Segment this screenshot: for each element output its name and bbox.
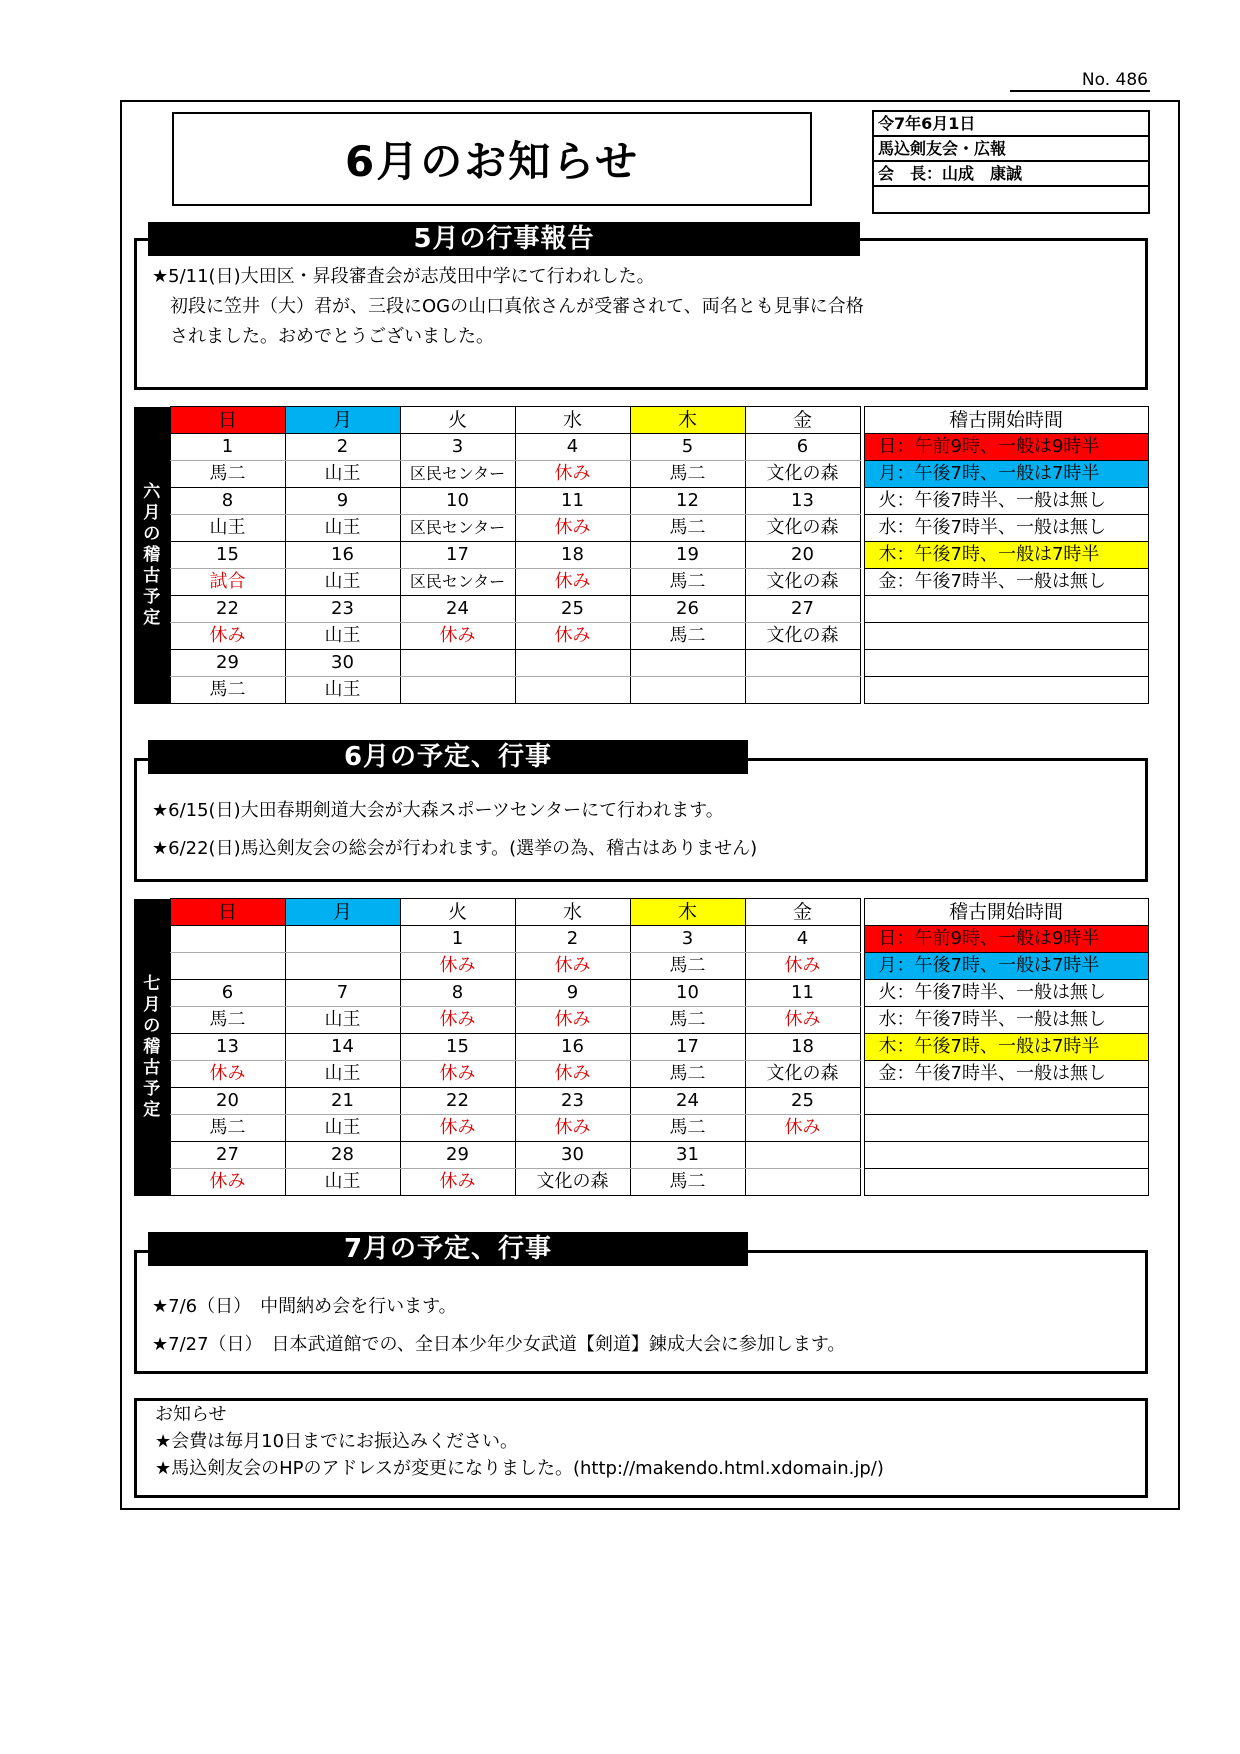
calendar-location: 休み (745, 1007, 860, 1034)
calendar-date: 1 (400, 926, 515, 953)
calendar-location: 休み (515, 1115, 630, 1142)
june-practice-calendar (134, 406, 1149, 704)
time-header: 稽古開始時間 (864, 407, 1148, 434)
day-header-sun: 日 (170, 407, 285, 434)
plan-line: ★7/27（日） 日本武道館での、全日本少年少女武道【剣道】錬成大会に参加します。 (152, 1334, 846, 1355)
may-report-body (152, 262, 864, 352)
chairman: 会 長：山成 康誠 (874, 162, 1148, 187)
calendar-date: 11 (745, 980, 860, 1007)
day-header-mon: 月 (285, 899, 400, 926)
calendar-date: 18 (515, 542, 630, 569)
calendar-location: 山王 (285, 623, 400, 650)
day-header-fri: 金 (745, 407, 860, 434)
calendar-location: 馬二 (630, 1007, 745, 1034)
calendar-location: 馬二 (630, 953, 745, 980)
day-header-mon: 月 (285, 407, 400, 434)
plan-line: ★7/6（日） 中間納め会を行います。 (152, 1296, 457, 1317)
issuer-org: 馬込剣友会・広報 (874, 137, 1148, 162)
calendar-date: 9 (515, 980, 630, 1007)
calendar-date (745, 1142, 860, 1169)
calendar-location: 休み (170, 1061, 285, 1088)
practice-time-blank (864, 1142, 1148, 1169)
calendar-date: 23 (285, 596, 400, 623)
calendar-date: 21 (285, 1088, 400, 1115)
calendar-location: 休み (515, 461, 630, 488)
calendar-date: 22 (400, 1088, 515, 1115)
calendar-location: 馬二 (170, 677, 285, 704)
day-header-tue: 火 (400, 407, 515, 434)
calendar-date: 6 (170, 980, 285, 1007)
practice-time: 月：午後7時、一般は7時半 (864, 461, 1148, 488)
calendar-date (745, 650, 860, 677)
practice-time-blank (864, 650, 1148, 677)
calendar-date: 8 (400, 980, 515, 1007)
calendar-date: 29 (170, 650, 285, 677)
calendar-date: 30 (285, 650, 400, 677)
practice-time-blank (864, 677, 1148, 704)
calendar-date: 25 (745, 1088, 860, 1115)
calendar-date: 15 (170, 542, 285, 569)
day-header-tue: 火 (400, 899, 515, 926)
calendar-date: 22 (170, 596, 285, 623)
calendar-date: 18 (745, 1034, 860, 1061)
calendar-location: 休み (170, 1169, 285, 1196)
calendar-location: 文化の森 (745, 1061, 860, 1088)
practice-time: 水：午後7時半、一般は無し (864, 515, 1148, 542)
practice-time-blank (864, 623, 1148, 650)
calendar-date: 13 (745, 488, 860, 515)
july-plan-body (152, 1288, 845, 1364)
calendar-location: 休み (515, 515, 630, 542)
calendar-date: 2 (285, 434, 400, 461)
calendar-location: 文化の森 (745, 461, 860, 488)
calendar-date (170, 926, 285, 953)
notice-line: ★馬込剣友会のHPのアドレスが変更になりました。(http://makendo.html.xdomain.jp/) (155, 1458, 884, 1479)
day-header-thu: 木 (630, 407, 745, 434)
calendar-location: 休み (745, 1115, 860, 1142)
practice-time-blank (864, 1169, 1148, 1196)
calendar-date: 27 (170, 1142, 285, 1169)
calendar-location: 馬二 (630, 1061, 745, 1088)
calendar-date: 14 (285, 1034, 400, 1061)
calendar-location (745, 677, 860, 704)
june-plan-heading: 6月の予定、行事 (148, 740, 748, 774)
practice-time: 木：午後7時、一般は7時半 (864, 542, 1148, 569)
june-calendar-side-label: 六月の稽古予定 (134, 407, 170, 704)
calendar-location: 文化の森 (515, 1169, 630, 1196)
report-line: 初段に笠井（大）君が、三段にOGの山口真依さんが受審されて、両名とも見事に合格 (152, 296, 864, 317)
calendar-location (515, 677, 630, 704)
calendar-date: 1 (170, 434, 285, 461)
calendar-location (285, 953, 400, 980)
calendar-location: 山王 (170, 515, 285, 542)
calendar-location: 休み (400, 1115, 515, 1142)
calendar-date: 28 (285, 1142, 400, 1169)
calendar-date: 3 (630, 926, 745, 953)
calendar-location: 休み (170, 623, 285, 650)
calendar-location: 休み (400, 1007, 515, 1034)
notice-body (155, 1401, 884, 1482)
calendar-date: 10 (630, 980, 745, 1007)
calendar-location: 馬二 (170, 1007, 285, 1034)
practice-time: 火：午後7時半、一般は無し (864, 980, 1148, 1007)
calendar-date: 13 (170, 1034, 285, 1061)
practice-time: 火：午後7時半、一般は無し (864, 488, 1148, 515)
day-header-fri: 金 (745, 899, 860, 926)
calendar-location: 区民センター (400, 569, 515, 596)
practice-time: 金：午後7時半、一般は無し (864, 569, 1148, 596)
calendar-location: 山王 (285, 1169, 400, 1196)
calendar-location: 休み (515, 623, 630, 650)
notice-line: ★会費は毎月10日までにお振込みください。 (155, 1431, 519, 1452)
calendar-date: 29 (400, 1142, 515, 1169)
calendar-date: 24 (630, 1088, 745, 1115)
calendar-date: 8 (170, 488, 285, 515)
calendar-location: 馬二 (630, 623, 745, 650)
calendar-date: 25 (515, 596, 630, 623)
calendar-date (285, 926, 400, 953)
calendar-date: 19 (630, 542, 745, 569)
document-number: No. 486 (1010, 70, 1150, 92)
calendar-location (400, 677, 515, 704)
info-blank-row (874, 187, 1148, 212)
calendar-location: 休み (515, 569, 630, 596)
day-header-wed: 水 (515, 407, 630, 434)
calendar-location: 区民センター (400, 515, 515, 542)
calendar-date: 4 (745, 926, 860, 953)
calendar-date: 30 (515, 1142, 630, 1169)
calendar-date: 27 (745, 596, 860, 623)
practice-time: 木：午後7時、一般は7時半 (864, 1034, 1148, 1061)
may-report-heading: 5月の行事報告 (148, 222, 860, 256)
day-header-sun: 日 (170, 899, 285, 926)
calendar-date: 5 (630, 434, 745, 461)
practice-time: 月：午後7時、一般は7時半 (864, 953, 1148, 980)
calendar-location: 休み (400, 953, 515, 980)
calendar-location: 山王 (285, 1007, 400, 1034)
calendar-date: 10 (400, 488, 515, 515)
calendar-location: 山王 (285, 569, 400, 596)
calendar-location: 文化の森 (745, 569, 860, 596)
calendar-date: 7 (285, 980, 400, 1007)
calendar-date: 31 (630, 1142, 745, 1169)
practice-time-blank (864, 596, 1148, 623)
calendar-location: 試合 (170, 569, 285, 596)
calendar-location: 山王 (285, 515, 400, 542)
calendar-location: 馬二 (630, 515, 745, 542)
notice-heading: お知らせ (155, 1404, 227, 1425)
practice-time: 金：午後7時半、一般は無し (864, 1061, 1148, 1088)
page-title: 6月のお知らせ (172, 112, 812, 206)
calendar-date: 3 (400, 434, 515, 461)
calendar-date: 16 (285, 542, 400, 569)
calendar-location: 休み (515, 1061, 630, 1088)
calendar-date: 16 (515, 1034, 630, 1061)
calendar-location: 山王 (285, 1061, 400, 1088)
calendar-location: 山王 (285, 677, 400, 704)
calendar-location: 山王 (285, 1115, 400, 1142)
calendar-date: 24 (400, 596, 515, 623)
practice-time-blank (864, 1115, 1148, 1142)
practice-time-blank (864, 1088, 1148, 1115)
calendar-date: 26 (630, 596, 745, 623)
calendar-location: 山王 (285, 461, 400, 488)
report-line: されました。おめでとうございました。 (152, 326, 494, 347)
practice-time: 水：午後7時半、一般は無し (864, 1007, 1148, 1034)
day-header-thu: 木 (630, 899, 745, 926)
calendar-date (630, 650, 745, 677)
issue-date: 令7年6月1日 (874, 112, 1148, 137)
calendar-location: 区民センター (400, 461, 515, 488)
calendar-location (630, 677, 745, 704)
calendar-date: 2 (515, 926, 630, 953)
calendar-date: 17 (630, 1034, 745, 1061)
calendar-location: 文化の森 (745, 515, 860, 542)
july-plan-heading: 7月の予定、行事 (148, 1232, 748, 1266)
calendar-date (515, 650, 630, 677)
issuer-info-box (872, 110, 1150, 214)
calendar-date: 20 (745, 542, 860, 569)
calendar-date: 12 (630, 488, 745, 515)
calendar-location: 休み (400, 1061, 515, 1088)
calendar-date (400, 650, 515, 677)
calendar-location (745, 1169, 860, 1196)
notice-box (134, 1398, 1148, 1498)
calendar-location: 文化の森 (745, 623, 860, 650)
calendar-date: 4 (515, 434, 630, 461)
calendar-location: 休み (400, 623, 515, 650)
plan-line: ★6/22(日)馬込剣友会の総会が行われます。(選挙の為、稽古はありません) (152, 838, 758, 859)
calendar-date: 6 (745, 434, 860, 461)
time-header: 稽古開始時間 (864, 899, 1148, 926)
practice-time: 日：午前9時、一般は9時半 (864, 434, 1148, 461)
calendar-date: 17 (400, 542, 515, 569)
calendar-location: 馬二 (630, 1115, 745, 1142)
calendar-date: 20 (170, 1088, 285, 1115)
calendar-location: 休み (400, 1169, 515, 1196)
calendar-location: 馬二 (170, 461, 285, 488)
plan-line: ★6/15(日)大田春期剣道大会が大森スポーツセンターにて行われます。 (152, 800, 724, 821)
calendar-date: 11 (515, 488, 630, 515)
calendar-location: 休み (745, 953, 860, 980)
calendar-location: 馬二 (630, 1169, 745, 1196)
report-line: ★5/11(日)大田区・昇段審査会が志茂田中学にて行われした。 (152, 266, 655, 287)
calendar-location: 馬二 (170, 1115, 285, 1142)
calendar-date: 9 (285, 488, 400, 515)
practice-time: 日：午前9時、一般は9時半 (864, 926, 1148, 953)
calendar-date: 15 (400, 1034, 515, 1061)
june-plan-body (152, 792, 757, 868)
day-header-wed: 水 (515, 899, 630, 926)
calendar-location: 馬二 (630, 461, 745, 488)
calendar-location: 休み (515, 953, 630, 980)
july-practice-calendar (134, 898, 1149, 1196)
calendar-location: 馬二 (630, 569, 745, 596)
calendar-date: 23 (515, 1088, 630, 1115)
july-calendar-side-label: 七月の稽古予定 (134, 899, 170, 1196)
calendar-location: 休み (515, 1007, 630, 1034)
calendar-location (170, 953, 285, 980)
